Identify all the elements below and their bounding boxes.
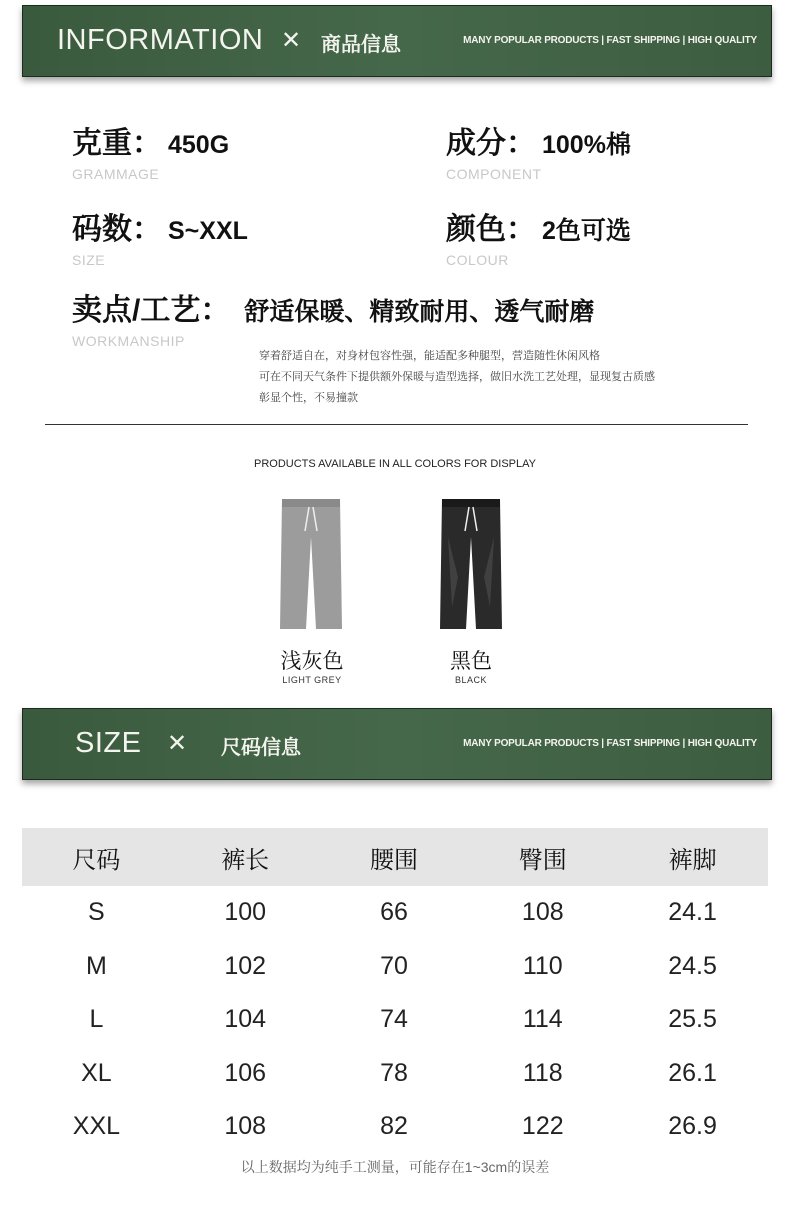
- table-cell: 66: [380, 898, 408, 927]
- black-pants-image: [438, 497, 504, 633]
- spec-workmanship: [72, 285, 594, 349]
- star-icon: ✕: [167, 730, 188, 757]
- table-cell: 26.9: [668, 1112, 717, 1141]
- spec-sub: WORKMANSHIP: [72, 333, 185, 349]
- spec-sub: COMPONENT: [446, 166, 542, 182]
- banner-title-en: INFORMATION: [57, 24, 264, 56]
- table-cell: S: [88, 898, 105, 927]
- spec-key: 卖点/工艺：: [72, 294, 231, 327]
- light-grey-pants-image: [278, 497, 344, 633]
- spec-key: 成分：: [446, 127, 536, 160]
- table-cell: 25.5: [668, 1005, 717, 1034]
- table-cell: 24.1: [668, 898, 717, 927]
- table-cell: 78: [380, 1058, 408, 1087]
- description-line: 穿着舒适自在，对身材包容性强，能适配多种腿型，营造随性休闲风格: [259, 350, 600, 362]
- banner-tagline: MANY POPULAR PRODUCTS | FAST SHIPPING | HIGH QUALITY: [463, 738, 757, 749]
- header-cell: 腰围: [320, 828, 469, 886]
- color-name-cn: 浅灰色: [280, 650, 344, 673]
- header-cell: 裤脚: [617, 828, 768, 886]
- star-icon: ✕: [281, 27, 302, 54]
- spec-value: 2色可选: [542, 217, 631, 245]
- spec-value: 100%棉: [542, 131, 631, 159]
- spec-grammage: [72, 118, 229, 182]
- spec-value: 450G: [168, 131, 230, 159]
- header-cell: 臀围: [468, 828, 617, 886]
- measurement-note: 以上数据均为纯手工测量，可能存在1~3cm的误差: [240, 1159, 550, 1175]
- table-cell: 82: [380, 1112, 408, 1141]
- table-row: [22, 1047, 768, 1101]
- table-row: [22, 1100, 768, 1154]
- spec-component: [446, 118, 631, 182]
- spec-key: 克重：: [72, 127, 162, 160]
- table-row: [22, 886, 768, 940]
- table-cell: 104: [224, 1005, 267, 1034]
- spec-value: 舒适保暖、精致耐用、透气耐磨: [244, 298, 595, 326]
- color-label-black: [411, 645, 531, 685]
- color-name-en: LIGHT GREY: [282, 675, 342, 685]
- table-cell: XXL: [72, 1112, 121, 1141]
- table-cell: 26.1: [668, 1058, 717, 1087]
- spec-size: [72, 204, 248, 268]
- table-row: [22, 940, 768, 994]
- table-cell: 118: [522, 1058, 563, 1087]
- table-cell: 74: [380, 1005, 408, 1034]
- table-cell: 108: [224, 1112, 267, 1141]
- table-cell: 122: [521, 1112, 564, 1141]
- table-cell: M: [85, 951, 107, 980]
- table-cell: 70: [380, 951, 408, 980]
- table-cell: 110: [522, 951, 563, 980]
- colors-title: PRODUCTS AVAILABLE IN ALL COLORS FOR DISPLAY: [253, 458, 536, 470]
- size-banner: [22, 708, 772, 780]
- color-label-light-grey: [252, 645, 372, 685]
- spec-sub: SIZE: [72, 252, 106, 268]
- banner-tagline: MANY POPULAR PRODUCTS | FAST SHIPPING | HIGH QUALITY: [463, 35, 757, 46]
- color-name-en: BLACK: [454, 675, 487, 685]
- spec-sub: GRAMMAGE: [72, 166, 160, 182]
- banner-title-cn: 尺码信息: [221, 737, 301, 759]
- banner-title-en: SIZE: [75, 727, 142, 759]
- banner-title-cn: 商品信息: [321, 34, 401, 56]
- table-cell: L: [89, 1005, 104, 1034]
- table-cell: 106: [224, 1058, 267, 1087]
- description-line: 可在不同天气条件下提供额外保暖与造型选择，做旧水洗工艺处理，显现复古质感: [259, 371, 655, 383]
- divider: [45, 424, 748, 425]
- information-banner: [22, 5, 772, 77]
- spec-key: 颜色：: [446, 213, 536, 246]
- size-table: [22, 828, 768, 1154]
- table-cell: 100: [224, 898, 267, 927]
- table-cell: 108: [521, 898, 564, 927]
- table-row: [22, 993, 768, 1047]
- spec-colour: [446, 204, 631, 268]
- table-cell: XL: [81, 1058, 112, 1087]
- spec-value: S~XXL: [168, 217, 248, 245]
- table-cell: 102: [224, 951, 267, 980]
- header-cell: 裤长: [171, 828, 320, 886]
- description-line: 彰显个性，不易撞款: [259, 392, 358, 404]
- description: [259, 346, 655, 409]
- spec-sub: COLOUR: [446, 252, 509, 268]
- spec-key: 码数：: [72, 213, 162, 246]
- table-cell: 24.5: [668, 951, 717, 980]
- color-name-cn: 黑色: [450, 650, 492, 673]
- header-cell: 尺码: [22, 828, 171, 886]
- table-header: [22, 828, 768, 886]
- table-cell: 114: [522, 1005, 563, 1034]
